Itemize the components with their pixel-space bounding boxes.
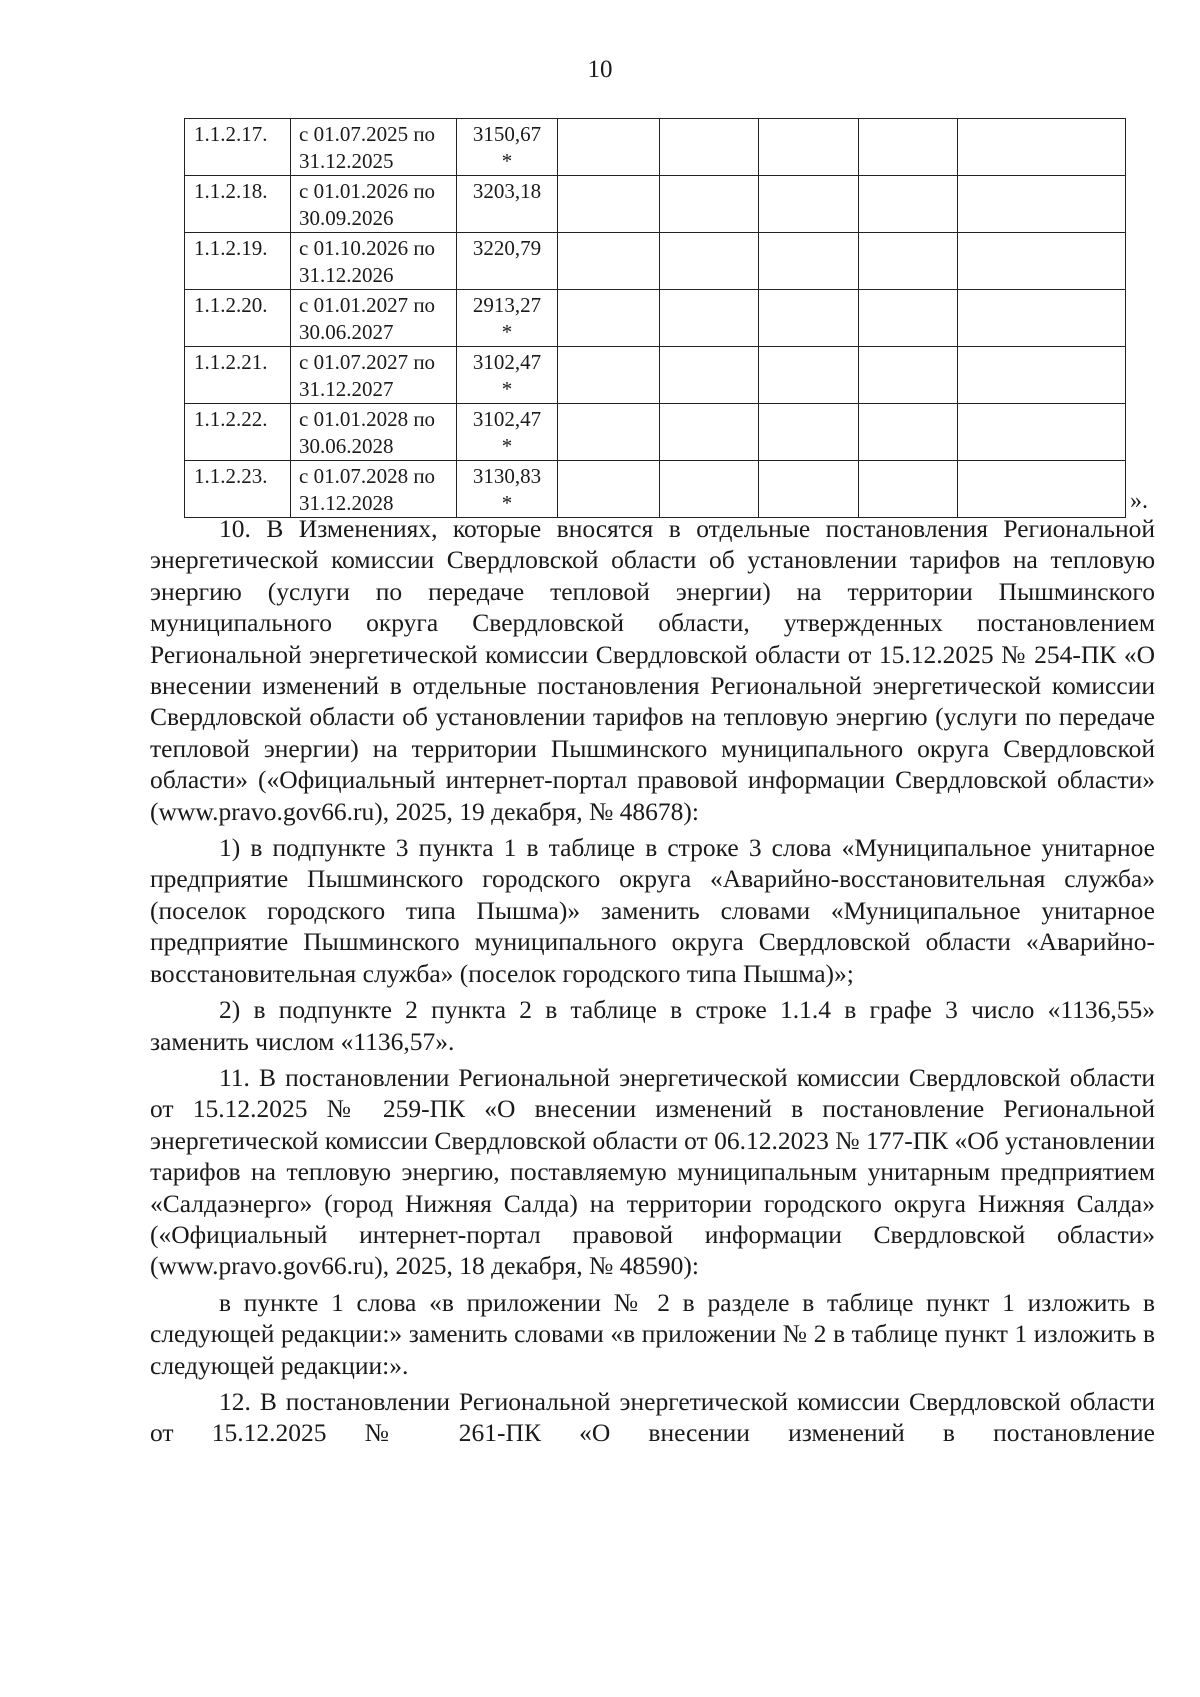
- period-cell: с 01.01.2026 по 30.09.2026: [291, 176, 457, 233]
- subparagraph-11-1: в пункте 1 слова «в приложении № 2 в разделе в таблице пункт 1 изложить в следующей редакции:» заменить словами «в приложении № 2 в таблице пункт 1 изложить в следующей редакции:».: [150, 1287, 1155, 1380]
- empty-cell: [558, 233, 660, 290]
- table-row: [185, 233, 1126, 290]
- table-row: [185, 176, 1126, 233]
- table-row: [185, 461, 1126, 518]
- tariff-value: 3102,47: [472, 350, 542, 374]
- footnote-mark: *: [501, 491, 513, 515]
- empty-cell: [660, 176, 759, 233]
- paragraph-12: 12. В постановлении Региональной энергетической комиссии Свердловской области от 15.12.2025 № 261-ПК «О внесении изменений в постановление: [150, 1386, 1155, 1448]
- closing-quote: ».: [1130, 488, 1148, 514]
- paragraph-10: 10. В Изменениях, которые вносятся в отдельные постановления Региональной энергетической комиссии Свердловской области об установлении тарифов на тепловую энергию (услуги по передаче тепловой энергии) на территории Пышминского муниципального округа Свердловской области, утвержденных постановлением Региональной энергетической комиссии Свердловской области от 15.12.2025 № 254-ПК «О внесении изменений в отдельные постановления Региональной энергетической комиссии Свердловской области об установлении тарифов на тепловую энергию (услуги по передаче тепловой энергии) на территории Пышминского муниципального округа Свердловской области» («Официальный интернет-портал правовой информации Свердловской области» (www.pravo.gov66.ru), 2025, 19 декабря, № 48678):: [150, 514, 1155, 826]
- empty-cell: [759, 290, 859, 347]
- empty-cell: [958, 233, 1126, 290]
- row-number-cell: 1.1.2.20.: [185, 290, 291, 347]
- tariff-value: 3102,47: [472, 407, 542, 431]
- paragraph-11: 11. В постановлении Региональной энергетической комиссии Свердловской области от 15.12.2025 № 259-ПК «О внесении изменений в постановление Региональной энергетической комиссии Свердловской области от 06.12.2023 № 177-ПК «Об установлении тарифов на тепловую энергию, поставляемую муниципальным унитарным предприятием «Салдаэнерго» (город Нижняя Салда) на территории городского округа Нижняя Салда» («Официальный интернет-портал правовой информации Свердловской области» (www.pravo.gov66.ru), 2025, 18 декабря, № 48590):: [150, 1062, 1155, 1281]
- empty-cell: [660, 347, 759, 404]
- empty-cell: [660, 233, 759, 290]
- period-cell: с 01.01.2027 по 30.06.2027: [291, 290, 457, 347]
- table-row: [185, 290, 1126, 347]
- table-row: [185, 404, 1126, 461]
- empty-cell: [958, 290, 1126, 347]
- empty-cell: [558, 119, 660, 176]
- empty-cell: [660, 461, 759, 518]
- empty-cell: [859, 176, 958, 233]
- footnote-mark: *: [501, 149, 513, 173]
- empty-cell: [859, 290, 958, 347]
- empty-cell: [958, 461, 1126, 518]
- subparagraph-10-1: 1) в подпункте 3 пункта 1 в таблице в строке 3 слова «Муниципальное унитарное предприятие Пышминского городского округа «Аварийно-восстановительная служба» (поселок городского типа Пышма)» заменить словами «Муниципальное унитарное предприятие Пышминского муниципального округа Свердловской области «Аварийно-восстановительная служба» (поселок городского типа Пышма)»;: [150, 833, 1155, 988]
- empty-cell: [660, 119, 759, 176]
- row-number-cell: 1.1.2.22.: [185, 404, 291, 461]
- empty-cell: [859, 404, 958, 461]
- subparagraph-10-2: 2) в подпункте 2 пункта 2 в таблице в строке 1.1.4 в графе 3 число «1136,55» заменить числом «1136,57».: [150, 995, 1155, 1056]
- empty-cell: [558, 404, 660, 461]
- period-cell: с 01.07.2025 по 31.12.2025: [291, 119, 457, 176]
- tariff-table: [184, 118, 1126, 518]
- tariff-value-cell: [457, 119, 558, 176]
- empty-cell: [759, 461, 859, 518]
- empty-cell: [759, 233, 859, 290]
- empty-cell: [958, 347, 1126, 404]
- empty-cell: [958, 176, 1126, 233]
- empty-cell: [958, 404, 1126, 461]
- tariff-value-cell: [457, 233, 558, 290]
- empty-cell: [859, 119, 958, 176]
- page-number: 10: [587, 56, 613, 83]
- empty-cell: [759, 404, 859, 461]
- tariff-value-cell: [457, 404, 558, 461]
- row-number-cell: 1.1.2.17.: [185, 119, 291, 176]
- row-number-cell: 1.1.2.18.: [185, 176, 291, 233]
- table-row: [185, 347, 1126, 404]
- period-cell: с 01.07.2028 по 31.12.2028: [291, 461, 457, 518]
- row-number-cell: 1.1.2.21.: [185, 347, 291, 404]
- tariff-value: 2913,27: [472, 293, 542, 317]
- empty-cell: [859, 347, 958, 404]
- empty-cell: [859, 461, 958, 518]
- empty-cell: [958, 119, 1126, 176]
- empty-cell: [558, 461, 660, 518]
- tariff-value-cell: [457, 347, 558, 404]
- tariff-value-cell: [457, 461, 558, 518]
- footnote-mark: *: [501, 377, 513, 401]
- empty-cell: [759, 347, 859, 404]
- period-cell: с 01.10.2026 по 31.12.2026: [291, 233, 457, 290]
- empty-cell: [759, 119, 859, 176]
- empty-cell: [558, 347, 660, 404]
- empty-cell: [558, 176, 660, 233]
- empty-cell: [558, 290, 660, 347]
- empty-cell: [660, 404, 759, 461]
- tariff-value: 3130,83: [472, 464, 542, 488]
- empty-cell: [660, 290, 759, 347]
- period-cell: с 01.07.2027 по 31.12.2027: [291, 347, 457, 404]
- tariff-value-cell: [457, 290, 558, 347]
- tariff-value: 3220,79: [472, 236, 542, 260]
- row-number-cell: 1.1.2.19.: [185, 233, 291, 290]
- period-cell: с 01.01.2028 по 30.06.2028: [291, 404, 457, 461]
- footnote-mark: *: [501, 434, 513, 458]
- footnote-mark: *: [501, 320, 513, 344]
- tariff-value-cell: [457, 176, 558, 233]
- tariff-value: 3150,67: [472, 122, 542, 146]
- empty-cell: [859, 233, 958, 290]
- table-row: [185, 119, 1126, 176]
- row-number-cell: 1.1.2.23.: [185, 461, 291, 518]
- document-body: [150, 513, 1155, 1454]
- empty-cell: [759, 176, 859, 233]
- tariff-value: 3203,18: [472, 179, 542, 203]
